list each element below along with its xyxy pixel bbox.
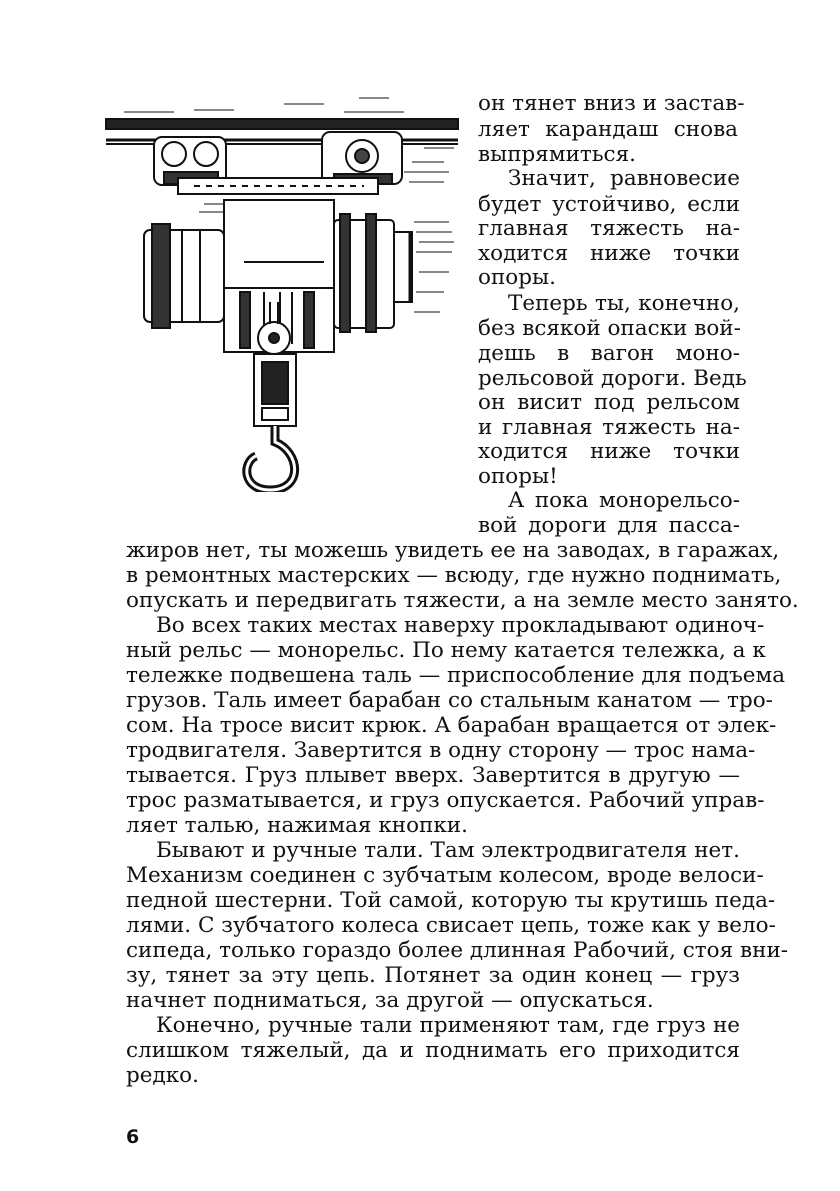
text-line: сипеда, только гораздо более длинная Рабочий, стоя вни-	[126, 938, 789, 963]
text-line: опоры.	[478, 265, 556, 290]
text-line: он висит под рельсом	[478, 390, 740, 415]
text-line: педной шестерни. Той самой, которую ты крутишь педа-	[126, 888, 776, 913]
text-line: тродвигателя. Завертится в одну сторону — трос нама-	[126, 738, 756, 763]
text-line: и главная тяжесть на-	[478, 415, 740, 440]
text-line: трос разматывается, и груз опускается. Рабочий управ-	[126, 788, 765, 813]
text-line: грузов. Таль имеет барабан со стальным канатом — тро-	[126, 688, 773, 713]
text-line: ляет талью, нажимая кнопки.	[126, 813, 468, 838]
text-line: тывается. Груз плывет вверх. Завертится в другую —	[126, 763, 740, 788]
text-line: главная тяжесть на-	[478, 216, 740, 241]
text-line: Бывают и ручные тали. Там электродвигателя нет.	[156, 838, 740, 863]
text-line: начнет подниматься, за другой — опускаться.	[126, 988, 654, 1013]
text-line: редко.	[126, 1063, 199, 1088]
text-line: зу, тянет за эту цепь. Потянет за один конец — груз	[126, 963, 740, 988]
text-line: Значит, равновесие	[508, 166, 740, 191]
text-line: Механизм соединен с зубчатым колесом, вроде велоси-	[126, 863, 764, 888]
text-line: ходится ниже точки	[478, 439, 740, 464]
text-line: тележке подвешена таль — приспособление для подъема	[126, 663, 786, 688]
text-line: сом. На тросе висит крюк. А барабан вращается от элек-	[126, 713, 777, 738]
text-line: ный рельс — монорельс. По нему катается тележка, а к	[126, 638, 766, 663]
text-line: А пока монорельсо-	[508, 488, 740, 513]
text-line: опоры!	[478, 464, 558, 489]
text-line: дешь в вагон моно-	[478, 341, 740, 366]
text-line: ходится ниже точки	[478, 241, 740, 266]
text-line: вой дороги для пасса-	[478, 513, 740, 538]
text-line: лями. С зубчатого колеса свисает цепь, тоже как у вело-	[126, 913, 776, 938]
text-line: Теперь ты, конечно,	[508, 291, 740, 316]
text-line: опускать и передвигать тяжести, а на земле место занято.	[126, 588, 799, 613]
text-line: будет устойчиво, если	[478, 192, 740, 217]
text-line: выпрямиться.	[478, 142, 636, 167]
page-number: 6	[126, 1126, 140, 1148]
text-line: без всякой опаски вой-	[478, 316, 741, 341]
text-line: слишком тяжелый, да и поднимать его приходится	[126, 1038, 740, 1063]
monorail-hoist-icon	[104, 92, 462, 492]
text-line: Во всех таких местах наверху прокладывают одиноч-	[156, 613, 765, 638]
text-line: ляет карандаш снова	[478, 117, 738, 142]
text-line: Конечно, ручные тали применяют там, где груз не	[156, 1013, 740, 1038]
text-line: он тянет вниз и застав-	[478, 91, 745, 116]
text-line: жиров нет, ты можешь увидеть ее на заводах, в гаражах,	[126, 538, 780, 563]
text-line: рельсовой дороги. Ведь	[478, 366, 747, 391]
text-line: в ремонтных мастерских — всюду, где нужно поднимать,	[126, 563, 782, 588]
